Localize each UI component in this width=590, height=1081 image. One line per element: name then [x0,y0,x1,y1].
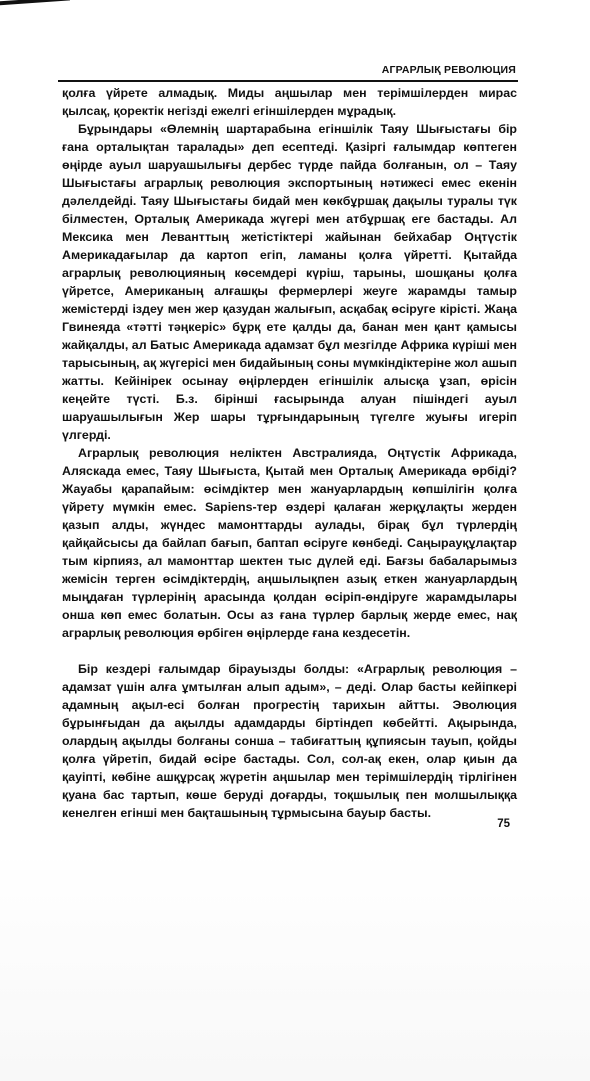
paragraph: Аграрлық революция неліктен Австралияда, Оңтүстік Африкада, Аляскада емес, Таяу Шығыста, Қытай мен Орталық Америкада өрбіді? Жауабы қарапайым: өсімдіктер мен жануарлардың көпшілігін қолға үйрету мүмкін емес. Sapiens-тер өздері қалаған жерқұлақты жерден қазып алды, жүндес мамонттарды аулады, бірақ бұл түрлердің қайқайсысы да байлап бағып, баптап өсіруге көнбеді. Саңырауқұлақтар тым кірпияз, ал мамонттар шектен тыс дүлей еді. Бағзы бабаларымыз жемісін терген өсімдіктердің, аңшылықпен азық еткен жануарлардың мыңдаған түрлерінің арасында қолдан өсіріп-өндіруге жарамдылары онша көп емес болатын. Осы аз ғана түрлер барлық жерде емес, нақ аграрлық революция өрбіген өңірлерде ғана кездесетін. [62,446,517,640]
paragraph: Бұрындары «Өлемнің шартарабына егіншілік Таяу Шығыстағы бір ғана орталықтан таралады» деп есептеді. Қазіргі ғалымдар көптеген өңірде ауыл шаруашылығы дербес түрде пайда болғанын, ол – Таяу Шығыстағы аграрлық революция экспортының нәтижесі емес екенін дәлелдейді. Таяу Шығыстағы бидай мен көкбұршақ дақылы туралы түк білместен, Орталық Америкада жүгері мен атбұршақ еге бастады. Ал Мексика мен Леванттың жетістіктері жайынан бейхабар Оңтүстік Америкадағылар да картоп егіп, ламаны қолға үйретті. Қытайда аграрлық революцияның көсемдері күріш, тарыны, шошқаны қолға үйретсе, Американың алғашқы фермерлері жеуге жарамды тамыр жемістерді іздеу мен жер қазудан жалығып, асқабақ өсіруге кірісті. Жаңа Гвинеяда «тәтті тәңкеріс» бұрқ ете қалды да, банан мен қант қамысы жайқалды, ал Батыс Америкада адамзат бұл мезгілде Африка күріші мен тарысының, ақ жүгерісі мен бидайының соны мүмкіндіктеріне жол ашып жатты. Кейінірек осынау өңірлерден егіншілік алысқа ұзап, өрісін кеңейте түсті. Б.з. бірінші ғасырында алуан пішіндегі ауыл шаруашылығын Жер шары тұрғындарының түгелге жуығы игеріп үлгерді. [62,122,517,442]
running-head: АГРАРЛЫҚ РЕВОЛЮЦИЯ [381,64,516,76]
scan-shadow [0,845,590,1081]
paragraph: Бір кездері ғалымдар бірауызды болды: «Аграрлық революция – адамзат үшін алға ұмтылған алып адым», – деді. Олар басты кейіпкері адамның ақыл-есі болған прогрестің тарихын айтты. Эволюция бұрынғыдан да ақылды адамдарды біртіндеп көбейтті. Ақырында, олардың ақылды болғаны сонша – табиғаттың құпиясын тауып, қойды қолға үйретіп, бидай өсіре бастады. Сол, сол-ақ екен, олар қиын да қауіпті, көбіне ашқұрсақ жүретін аңшылар мен терімшілердің тірлігінен қуана бас тартып, көше беруді доғарды, тоқшылық пен молшылыққа кенелген егінші мен бақташының тұрмысына бауыр басты. [62,662,517,820]
scan-corner-mark [0,0,70,22]
header-rule [58,80,518,82]
page-number: 75 [497,818,510,830]
paragraph-continuation: қолға үйрете алмадық. Миды аңшылар мен терімшілерден мирас қылсақ, қоректік негізді ежелгі егіншілерден мұрадық. [62,86,517,118]
page-body [62,84,517,822]
